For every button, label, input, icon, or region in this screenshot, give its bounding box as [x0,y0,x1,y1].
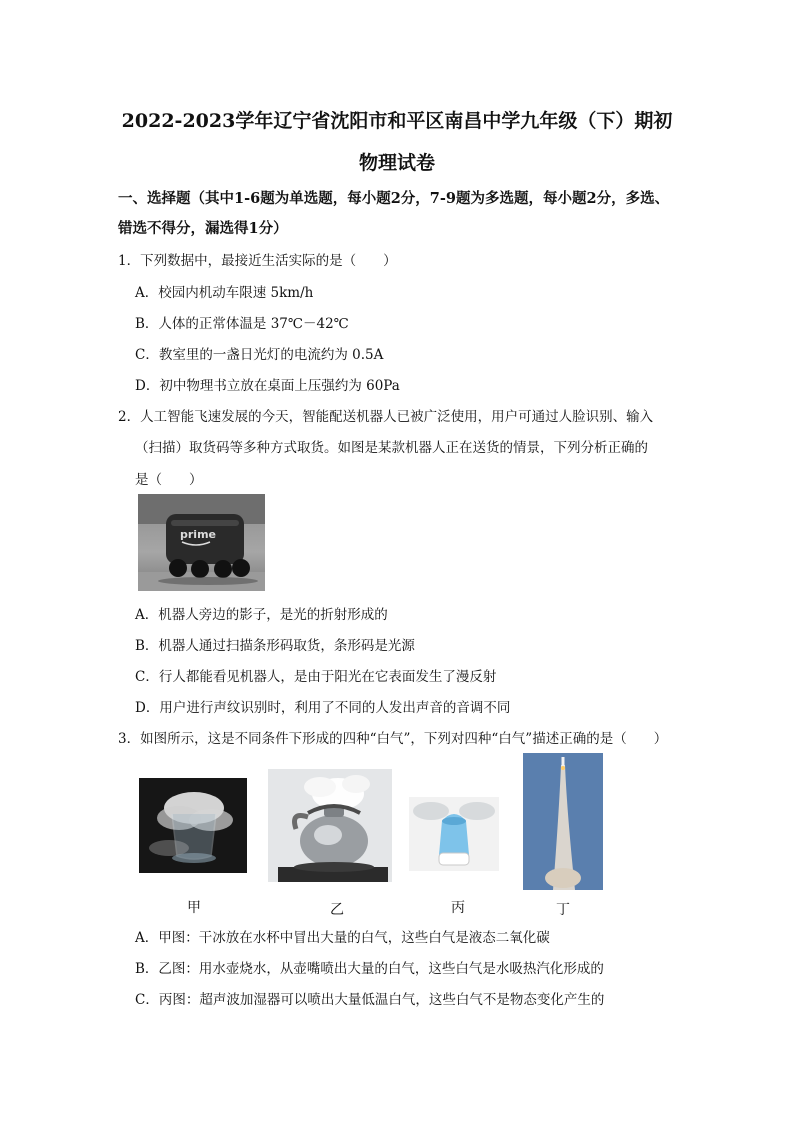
question-1-option-d: D．初中物理书立放在桌面上压强约为 60Pa [135,378,400,394]
delivery-robot-image [138,494,265,591]
section-heading: 一、选择题（其中1-6题为单选题，每小题2分，7-9题为多选题，每小题2分，多选、错选不得分，漏选得1分） [118,190,670,237]
kettle-steam-image [268,769,392,882]
question-1-option-a: A．校园内机动车限速 5km/h [135,285,314,301]
question-1-stem: 1．下列数据中，最接近生活实际的是（ ） [118,253,397,269]
caption-bing: 丙 [451,900,465,916]
question-3-option-b: B．乙图：用水壶烧水，从壶嘴喷出大量的白气，这些白气是水吸热汽化形成的 [135,961,604,977]
robot-prime-label: prime [180,528,216,541]
question-2-option-d: D．用户进行声纹识别时，利用了不同的人发出声音的音调不同 [135,700,511,716]
question-3-option-a: A．甲图：干冰放在水杯中冒出大量的白气，这些白气是液态二氧化碳 [135,930,550,946]
dry-ice-glass-image [139,778,247,873]
question-2-option-a: A．机器人旁边的影子，是光的折射形成的 [135,607,388,623]
rocket-launch-image [523,753,603,890]
question-1-option-b: B．人体的正常体温是 37℃－42℃ [135,316,349,332]
question-2-stem-line2: （扫描）取货码等多种方式取货。如图是某款机器人正在送货的情景，下列分析正确的 [135,440,648,456]
question-3-option-c: C．丙图：超声波加湿器可以喷出大量低温白气，这些白气不是物态变化产生的 [135,992,605,1008]
question-2-option-c: C．行人都能看见机器人，是由于阳光在它表面发生了漫反射 [135,669,497,685]
question-1-option-c: C．教室里的一盏日光灯的电流约为 0.5A [135,347,384,363]
question-2-option-b: B．机器人通过扫描条形码取货，条形码是光源 [135,638,415,654]
question-2-stem-line3: 是（ ） [135,472,203,488]
humidifier-image [409,797,499,871]
caption-yi: 乙 [330,902,344,918]
exam-title-line2: 物理试卷 [358,152,435,174]
caption-ding: 丁 [556,902,570,918]
question-3-stem: 3．如图所示，这是不同条件下形成的四种“白气”，下列对四种“白气”描述正确的是（ ） [118,731,668,747]
exam-title-line1: 2022-2023学年辽宁省沈阳市和平区南昌中学九年级（下）期初 [121,110,673,132]
question-2-stem-line1: 2．人工智能飞速发展的今天，智能配送机器人已被广泛使用，用户可通过人脸识别、输入 [118,409,654,425]
caption-jia: 甲 [187,900,201,916]
